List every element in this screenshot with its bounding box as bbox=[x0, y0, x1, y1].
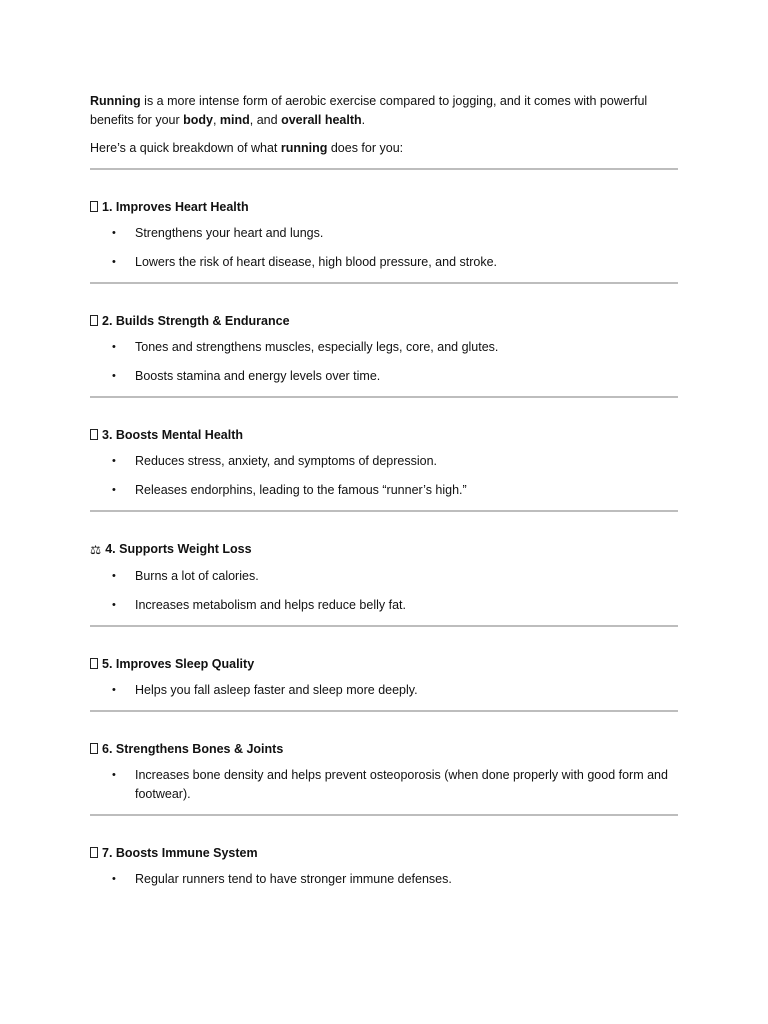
bullet-list bbox=[90, 766, 678, 814]
bullet-icon: • bbox=[112, 455, 116, 467]
benefit-section bbox=[90, 627, 678, 710]
list-item bbox=[90, 481, 678, 500]
section-title-text: 5. Improves Sleep Quality bbox=[102, 657, 255, 671]
bullet-icon: • bbox=[112, 684, 116, 696]
list-item bbox=[90, 766, 678, 804]
bullet-list bbox=[90, 338, 678, 396]
list-item bbox=[90, 567, 678, 586]
list-item bbox=[90, 870, 678, 889]
section-title bbox=[90, 426, 678, 445]
bullet-icon: • bbox=[112, 341, 116, 353]
section-title-text: 2. Builds Strength & Endurance bbox=[102, 314, 290, 328]
sleep-icon bbox=[90, 658, 98, 669]
list-item bbox=[90, 224, 678, 243]
list-item-text: Boosts stamina and energy levels over time. bbox=[135, 369, 381, 383]
section-title bbox=[90, 844, 678, 863]
section-title bbox=[90, 740, 678, 759]
list-item-text: Reduces stress, anxiety, and symptoms of depression. bbox=[135, 454, 437, 468]
intro-term: Running bbox=[90, 94, 141, 108]
list-item bbox=[90, 367, 678, 386]
document-body bbox=[90, 92, 678, 899]
benefit-section bbox=[90, 170, 678, 282]
intro-mind: mind bbox=[219, 113, 250, 127]
intro-separator: , and bbox=[249, 113, 282, 127]
list-item-text: Lowers the risk of heart disease, high blood pressure, and stroke. bbox=[135, 255, 498, 269]
section-title bbox=[90, 312, 678, 331]
heart-icon bbox=[90, 201, 98, 212]
bullet-icon: • bbox=[112, 484, 116, 496]
bullet-list bbox=[90, 567, 678, 625]
bullet-list bbox=[90, 870, 678, 899]
bone-icon bbox=[90, 743, 98, 754]
section-title-text: 6. Strengthens Bones & Joints bbox=[102, 742, 284, 756]
list-item-text: Increases bone density and helps prevent osteoporosis (when done properly with good form and footwear). bbox=[135, 768, 668, 801]
benefit-section bbox=[90, 712, 678, 814]
benefit-section bbox=[90, 816, 678, 899]
list-item-text: Increases metabolism and helps reduce belly fat. bbox=[135, 598, 406, 612]
bullet-icon: • bbox=[112, 256, 116, 268]
list-item bbox=[90, 338, 678, 357]
list-item-text: Releases endorphins, leading to the famous “runner’s high.” bbox=[135, 483, 467, 497]
section-title bbox=[90, 540, 678, 560]
intro-end: . bbox=[361, 113, 366, 127]
intro-overall-health: overall health bbox=[281, 113, 362, 127]
bullet-icon: • bbox=[112, 769, 116, 781]
section-title-text: 3. Boosts Mental Health bbox=[102, 428, 243, 442]
benefit-section bbox=[90, 398, 678, 510]
bullet-icon: • bbox=[112, 370, 116, 382]
lead-text-end: does for you: bbox=[327, 141, 404, 155]
scale-icon: ⚖ bbox=[90, 543, 102, 557]
bullet-icon: • bbox=[112, 873, 116, 885]
section-title-text: 4. Supports Weight Loss bbox=[105, 542, 252, 556]
list-item bbox=[90, 253, 678, 272]
shield-icon bbox=[90, 847, 98, 858]
list-item-text: Burns a lot of calories. bbox=[135, 569, 259, 583]
list-item-text: Regular runners tend to have stronger immune defenses. bbox=[135, 872, 452, 886]
bullet-icon: • bbox=[112, 599, 116, 611]
lead-term: running bbox=[280, 141, 328, 155]
muscle-icon bbox=[90, 315, 98, 326]
bullet-list bbox=[90, 681, 678, 710]
list-item bbox=[90, 596, 678, 615]
lead-text: Here’s a quick breakdown of what bbox=[90, 141, 281, 155]
list-item bbox=[90, 681, 678, 700]
section-title-text: 7. Boosts Immune System bbox=[102, 846, 258, 860]
intro-paragraph bbox=[90, 92, 678, 130]
bullet-icon: • bbox=[112, 227, 116, 239]
lead-paragraph bbox=[90, 139, 678, 158]
intro-text: is a more intense form of aerobic exercise compared to jogging, and it comes with powerful benefits for your bbox=[90, 94, 648, 127]
list-item bbox=[90, 452, 678, 471]
benefit-section bbox=[90, 512, 678, 625]
benefit-section bbox=[90, 284, 678, 396]
benefit-sections bbox=[90, 170, 678, 899]
bullet-icon: • bbox=[112, 570, 116, 582]
intro-separator: , bbox=[212, 113, 220, 127]
list-item-text: Tones and strengthens muscles, especially legs, core, and glutes. bbox=[135, 340, 499, 354]
bullet-list bbox=[90, 452, 678, 510]
list-item-text: Strengthens your heart and lungs. bbox=[135, 226, 324, 240]
brain-icon bbox=[90, 429, 98, 440]
section-title-text: 1. Improves Heart Health bbox=[102, 200, 249, 214]
list-item-text: Helps you fall asleep faster and sleep more deeply. bbox=[135, 683, 418, 697]
intro-body: body bbox=[183, 113, 213, 127]
section-title bbox=[90, 655, 678, 674]
section-title bbox=[90, 198, 678, 217]
bullet-list bbox=[90, 224, 678, 282]
